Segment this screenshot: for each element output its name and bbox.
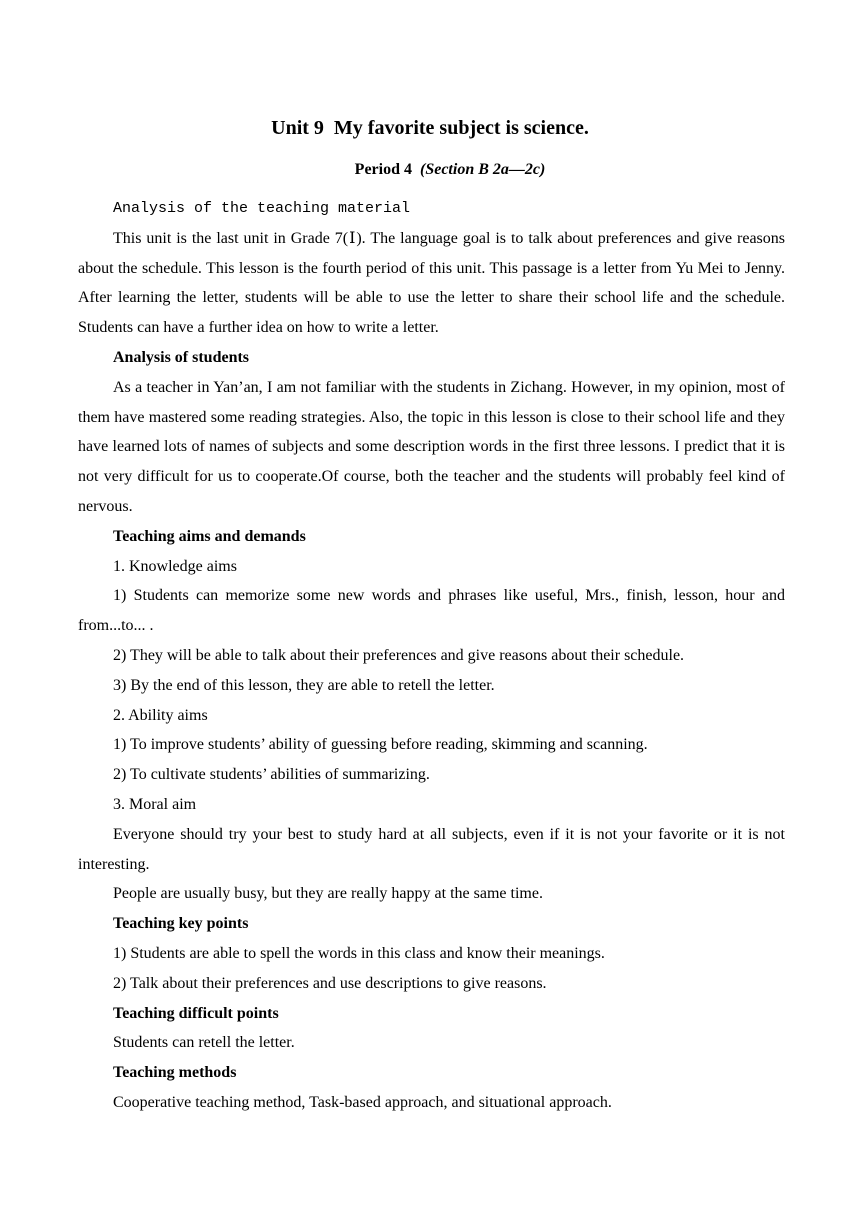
- page-title: Unit 9 My favorite subject is science.: [271, 117, 589, 139]
- list-item: 1) Students are able to spell the words in this class and know their meanings.: [113, 944, 605, 962]
- paragraph-moral-1: Everyone should try your best to study hard at all subjects, even if it is not your favorite or it is not interesting.: [78, 825, 785, 873]
- paragraph-methods: Cooperative teaching method, Task-based approach, and situational approach.: [113, 1093, 612, 1111]
- document-body: [78, 194, 785, 1118]
- subheading-ability-aims: 2. Ability aims: [113, 706, 208, 724]
- heading-difficult-points: Teaching difficult points: [113, 1004, 279, 1022]
- heading-key-points: Teaching key points: [113, 915, 249, 933]
- list-item: 1) Students can memorize some new words and phrases like useful, Mrs., finish, lesson, hour and from...to... .: [78, 587, 785, 635]
- heading-students: Analysis of students: [113, 348, 250, 366]
- list-item: 2) To cultivate students’ abilities of summarizing.: [113, 766, 430, 784]
- paragraph-students: As a teacher in Yan’an, I am not familiar with the students in Zichang. However, in my opinion, most of them have mastered some reading strategies. Also, the topic in this lesson is close to their school life and they have learned lots of names of subjects and some description words in the first three lessons. I predict that it is not very difficult for us to cooperate.Of course, both the teacher and the students will probably feel kind of nervous.: [78, 378, 785, 515]
- paragraph-teaching-material: This unit is the last unit in Grade 7(Ⅰ). The language goal is to talk about preferences and give reasons about the schedule. This lesson is the fourth period of this unit. This passage is a letter from Yu Mei to Jenny. After learning the letter, students will be able to use the letter to share their school life and the schedule. Students can have a further idea on how to write a letter.: [78, 229, 785, 337]
- section-label: (Section B 2a—2c): [420, 161, 546, 178]
- list-item: 2) Talk about their preferences and use descriptions to give reasons.: [113, 974, 547, 992]
- subheading-moral-aim: 3. Moral aim: [113, 795, 197, 813]
- page-subtitle: [0, 158, 860, 182]
- paragraph-difficult-points: Students can retell the letter.: [113, 1034, 295, 1052]
- list-item: 2) They will be able to talk about their preferences and give reasons about their schedule.: [113, 646, 685, 664]
- heading-methods: Teaching methods: [113, 1064, 237, 1082]
- subheading-knowledge-aims: 1. Knowledge aims: [113, 557, 237, 575]
- paragraph-moral-2: People are usually busy, but they are really happy at the same time.: [113, 885, 543, 903]
- list-item: 3) By the end of this lesson, they are able to retell the letter.: [113, 676, 495, 694]
- list-item: 1) To improve students’ ability of guessing before reading, skimming and scanning.: [113, 736, 648, 754]
- period-label: Period 4: [354, 161, 416, 178]
- heading-aims: Teaching aims and demands: [113, 527, 306, 545]
- heading-teaching-material: Analysis of the teaching material: [113, 200, 411, 217]
